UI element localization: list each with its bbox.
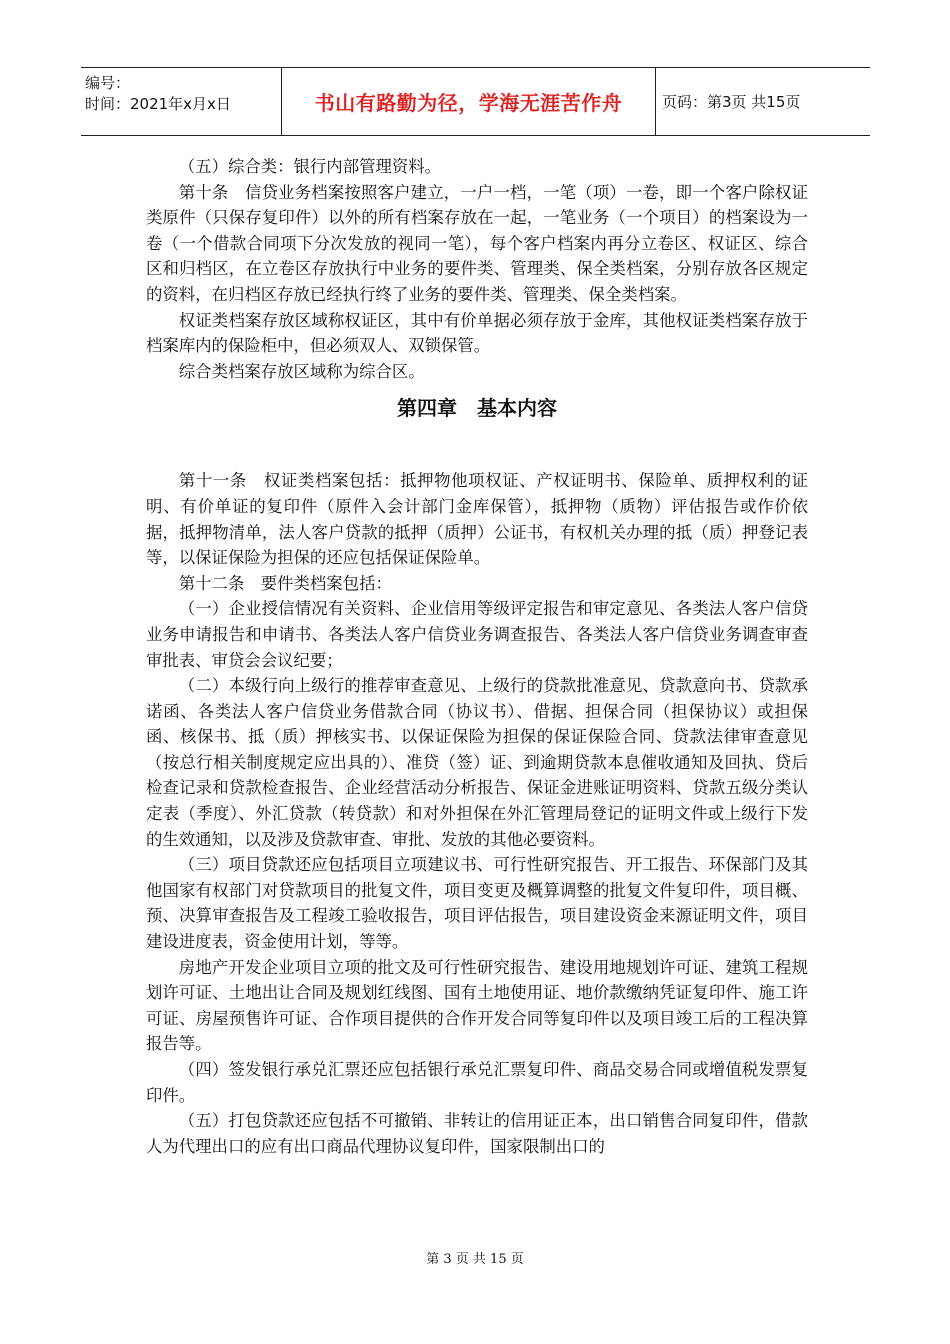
document-body <box>146 154 808 1159</box>
paragraph: 房地产开发企业项目立项的批文及可行性研究报告、建设用地规划许可证、建筑工程规划许可证、土地出让合同及规划红线图、国有土地使用证、地价款缴纳凭证复印件、施工许可证、房屋预售许可证、合作项目提供的合作开发合同等复印件以及项目竣工后的工程决算报告等。 <box>146 957 808 1054</box>
paragraph: 综合类档案存放区域称为综合区。 <box>178 361 425 381</box>
paragraph: （五）综合类：银行内部管理资料。 <box>178 157 442 176</box>
page-footer: 第 3 页 共 15 页 <box>426 1252 524 1267</box>
header-motto-cell <box>282 68 656 135</box>
header-meta <box>81 68 282 135</box>
paragraph: 权证类档案存放区域称权证区，其中有价单据必须存放于金库，其他权证类档案存放于档案库内的保险柜中，但必须双人、双锁保管。 <box>146 310 808 356</box>
header-motto: 书山有路勤为径，学海无涯苦作舟 <box>314 91 623 115</box>
page-header <box>81 67 870 136</box>
header-page-number: 页码：第3页 共15页 <box>662 93 801 111</box>
document-time-label: 时间：2021年x月x日 <box>85 95 231 113</box>
paragraph: （一）企业授信情况有关资料、企业信用等级评定报告和审定意见、各类法人客户信贷业务申请报告和申请书、各类法人客户信贷业务调查报告、各类法人客户信贷业务调查审查审批表、审贷会会议纪要； <box>146 599 808 670</box>
paragraph: 第十条 信贷业务档案按照客户建立，一户一档，一笔（项）一卷，即一个客户除权证类原件（只保存复印件）以外的所有档案存放在一起，一笔业务（一个项目）的档案设为一卷（一个借款合同项下分次发放的视同一笔），每个客户档案内再分立卷区、权证区、综合区和归档区，在立卷区存放执行中业务的要件类、管理类、保全类档案，分别存放各区规定的资料，在归档区存放已经执行终了业务的要件类、管理类、保全类档案。 <box>146 182 808 304</box>
paragraph: （二）本级行向上级行的推荐审查意见、上级行的贷款批准意见、贷款意向书、贷款承诺函、各类法人客户信贷业务借款合同（协议书）、借据、担保合同（担保协议）或担保函、核保书、抵（质）押核实书、以保证保险为担保的保证保险合同、贷款法律审查意见（按总行相关制度规定应出具的）、准贷（签）证、到逾期贷款本息催收通知及回执、贷后检查记录和贷款检查报告、企业经营活动分析报告、保证金进账证明资料、贷款五级分类认定表（季度）、外汇贷款（转贷款）和对外担保在外汇管理局登记的证明文件或上级行下发的生效通知，以及涉及贷款审查、审批、发放的其他必要资料。 <box>146 676 808 849</box>
chapter-title: 第四章 基本内容 <box>397 396 557 421</box>
paragraph: 第十二条 要件类档案包括： <box>178 573 392 593</box>
paragraph: （五）打包贷款还应包括不可撤销、非转让的信用证正本，出口销售合同复印件，借款人为代理出口的应有出口商品代理协议复印件，国家限制出口的 <box>146 1111 808 1156</box>
document-number-label: 编号： <box>85 74 131 92</box>
paragraph: 第十一条 权证类档案包括：抵押物他项权证、产权证明书、保险单、质押权利的证明、有价单证的复印件（原件入会计部门金库保管），抵押物（质物）评估报告或作价依据，抵押物清单，法人客户贷款的抵押（质押）公证书，有权机关办理的抵（质）押登记表等，以保证保险为担保的还应包括保证保险单。 <box>146 471 808 568</box>
paragraph: （四）签发银行承兑汇票还应包括银行承兑汇票复印件、商品交易合同或增值税发票复印件。 <box>146 1060 808 1105</box>
paragraph: （三）项目贷款还应包括项目立项建议书、可行性研究报告、开工报告、环保部门及其他国家有权部门对贷款项目的批复文件，项目变更及概算调整的批复文件复印件，项目概、预、决算审查报告及工程竣工验收报告，项目评估报告，项目建设资金来源证明文件，项目建设进度表，资金使用计划，等等。 <box>146 855 808 952</box>
